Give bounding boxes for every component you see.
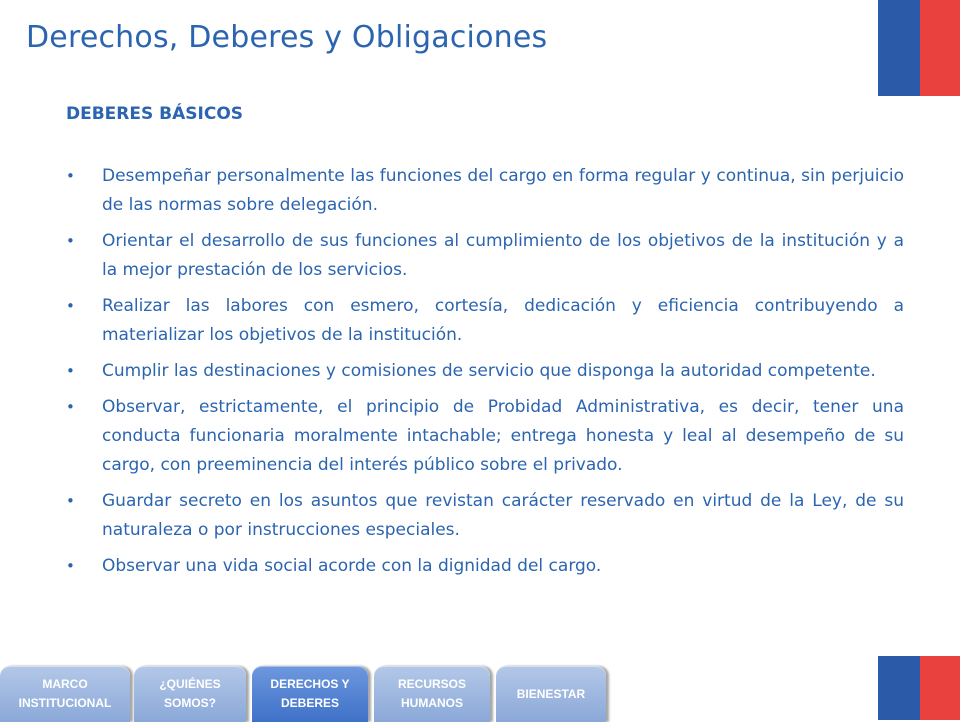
list-item-text: Observar una vida social acorde con la dignidad del cargo. [102, 556, 602, 576]
bullet-icon: • [66, 297, 75, 315]
list-item [66, 227, 904, 285]
slide-subtitle: DEBERES BÁSICOS [66, 104, 244, 124]
list-item [66, 292, 904, 350]
flag-blue-stripe [878, 0, 920, 96]
nav-tab-label-line1: RECURSOS [397, 677, 466, 691]
list-item [66, 162, 904, 220]
flag-red-stripe [920, 0, 960, 96]
list-item-text: Orientar el desarrollo de sus funciones al cumplimiento de los objetivos de la institución y a la mejor prestación de los servicios. [102, 231, 904, 280]
bullet-icon: • [66, 232, 75, 250]
list-item-text: Desempeñar personalmente las funciones del cargo en forma regular y continua, sin perjuicio de las normas sobre delegación. [102, 166, 904, 215]
bullet-icon: • [66, 492, 75, 510]
nav-tab-label-line1: DERECHOS Y [270, 677, 350, 691]
nav-tab-label-line2: INSTITUCIONAL [18, 696, 112, 710]
nav-tab-marco-institucional[interactable] [0, 666, 130, 722]
list-item [66, 357, 904, 386]
nav-tab-label-line2: DEBERES [280, 696, 339, 710]
list-item-text: Cumplir las destinaciones y comisiones de servicio que disponga la autoridad competente. [102, 361, 876, 381]
list-item [66, 487, 904, 545]
flag-decoration-top [878, 0, 960, 96]
duties-list [66, 162, 904, 588]
bullet-icon: • [66, 557, 75, 575]
nav-tab-label-line2: SOMOS? [163, 696, 216, 710]
flag-decoration-bottom [878, 656, 960, 720]
bullet-icon: • [66, 167, 75, 185]
nav-tab-bienestar[interactable] [496, 666, 606, 722]
bullet-icon: • [66, 362, 75, 380]
nav-tab-label-line2: HUMANOS [400, 696, 463, 710]
slide-title: Derechos, Deberes y Obligaciones [26, 20, 548, 55]
list-item-text: Realizar las labores con esmero, cortesía, dedicación y eficiencia contribuyendo a materializar los objetivos de la institución. [102, 296, 904, 345]
nav-tab-label-line1: MARCO [42, 677, 88, 691]
section-nav [0, 664, 620, 720]
list-item [66, 552, 904, 581]
nav-tab-derechos-deberes[interactable] [252, 666, 368, 722]
list-item [66, 393, 904, 480]
list-item-text: Guardar secreto en los asuntos que revistan carácter reservado en virtud de la Ley, de su naturaleza o por instrucciones especiales. [102, 491, 904, 540]
list-item-text: Observar, estrictamente, el principio de Probidad Administrativa, es decir, tener una conducta funcionaria moralmente intachable; entrega honesta y leal al desempeño de su cargo, con preeminencia del interés público sobre el privado. [102, 397, 904, 475]
bullet-icon: • [66, 398, 75, 416]
nav-tab-quienes-somos[interactable] [134, 666, 246, 722]
flag-red-stripe [920, 656, 960, 720]
nav-tab-recursos-humanos[interactable] [374, 666, 490, 722]
flag-blue-stripe [878, 656, 920, 720]
nav-tab-label-line1: BIENESTAR [516, 686, 586, 701]
nav-tab-label-line1: ¿QUIÉNES [159, 677, 221, 691]
